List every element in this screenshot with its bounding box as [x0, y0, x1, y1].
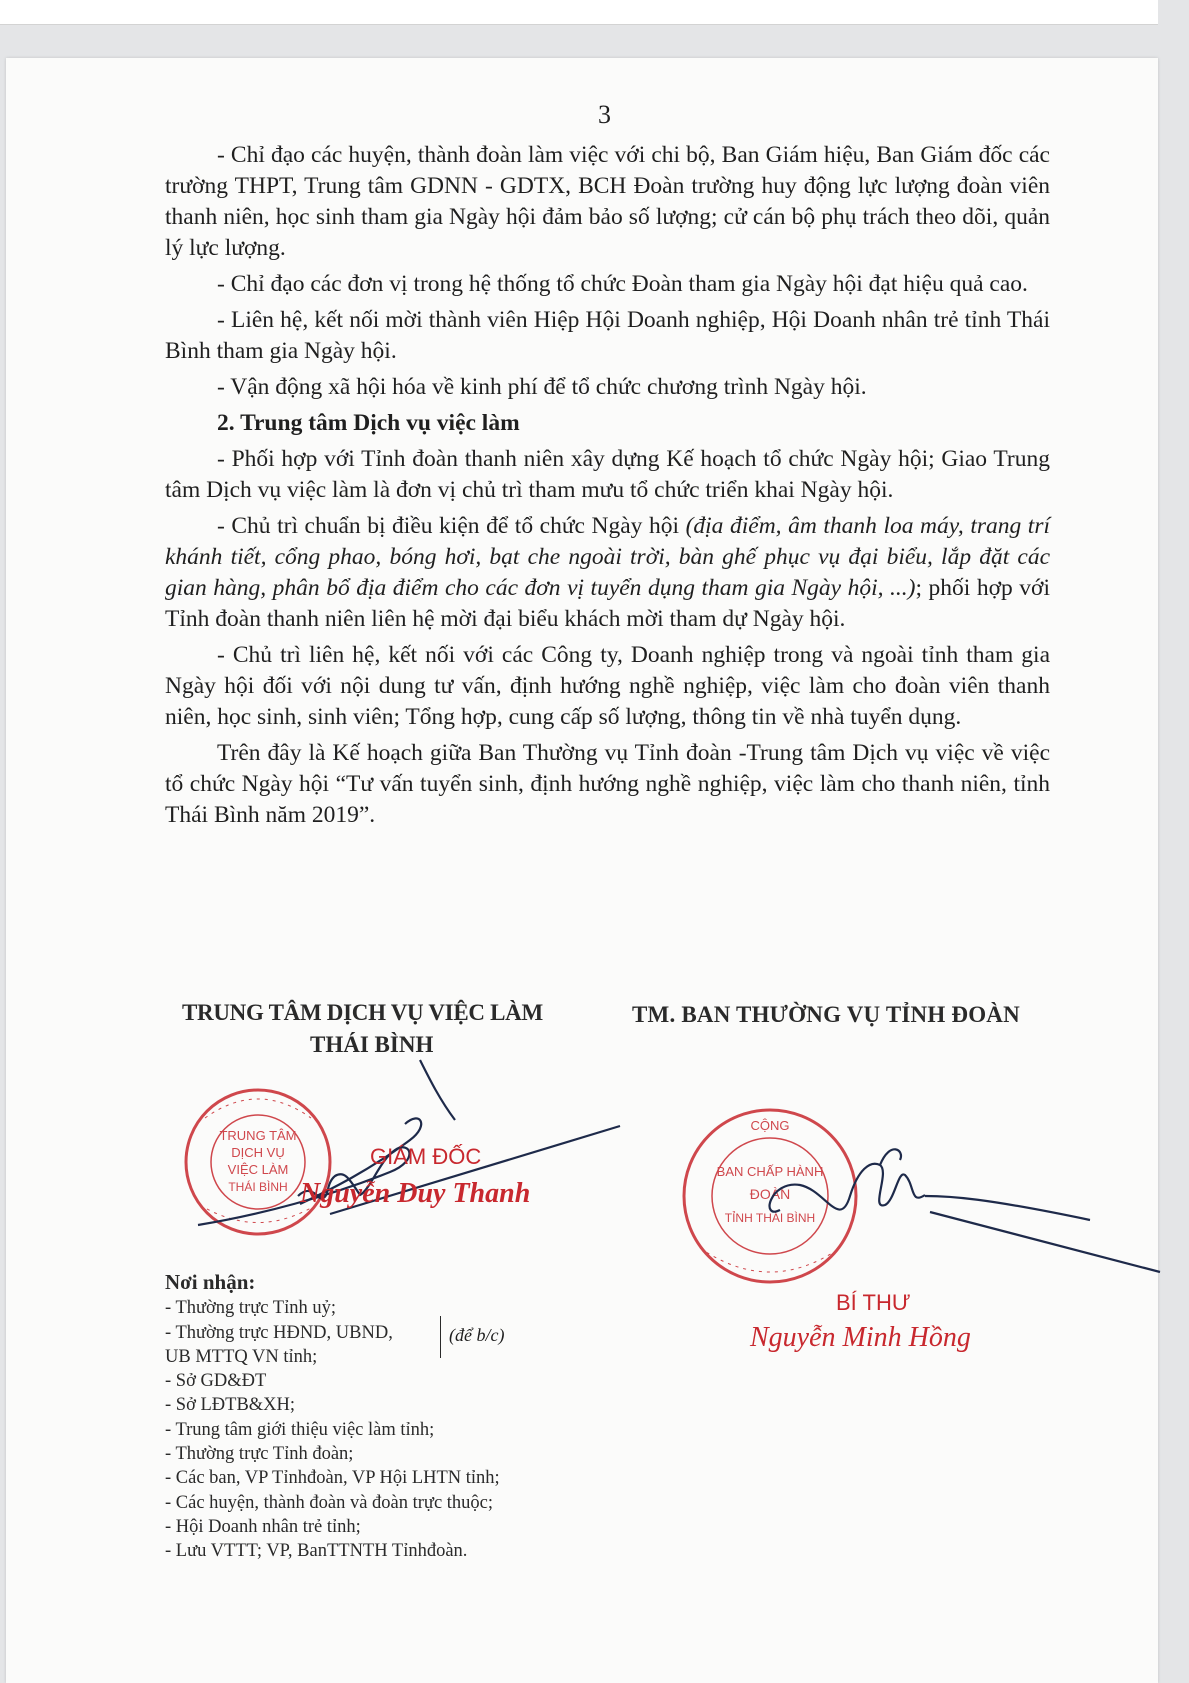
list-item: UB MTTQ VN tỉnh;: [165, 1346, 318, 1367]
list-item: - Sở GD&ĐT: [165, 1371, 267, 1392]
right-stamp-line: ĐOÀN: [749, 1186, 791, 1202]
right-signature-scribble: [770, 1149, 1160, 1272]
signature-right-name: Nguyễn Minh Hồng: [750, 1322, 971, 1353]
paragraph: - Chủ trì liên hệ, kết nối với các Công ty, Doanh nghiệp trong và ngoài tỉnh tham gia Ngày hội đối với nội dung tư vấn, định hướng nghề nghiệp, việc làm cho đoàn viên thanh niên, học sinh, sinh viên; Tổng hợp, cung cấp số lượng, thông tin về nhà tuyển dụng.: [165, 642, 1050, 730]
paragraph: - Phối hợp với Tỉnh đoàn thanh niên xây dựng Kế hoạch tổ chức Ngày hội; Giao Trung tâm Dịch vụ việc làm là đơn vị chủ trì tham mưu tổ chức triển khai Ngày hội.: [165, 446, 1050, 503]
right-stamp-line: BAN CHẤP HÀNH: [716, 1164, 824, 1179]
signature-right-role: BÍ THƯ: [836, 1290, 911, 1315]
paragraph-italic: (địa điểm, âm thanh loa máy, trang trí khánh tiết, cổng phao, bóng hơi, bạt che ngoài trời, bàn ghế phục vụ đại biểu, lắp đặt các gian hàng, phân bổ địa điểm cho các đơn vị tuyển dụng tham gia Ngày hội, ...): [165, 513, 1050, 601]
paragraph: - Chỉ đạo các huyện, thành đoàn làm việc với chi bộ, Ban Giám hiệu, Ban Giám đốc các trường THPT, Trung tâm GDNN - GDTX, BCH Đoàn trường huy động lực lượng đoàn viên thanh niên, học sinh tham gia Ngày hội đảm bảo số lượng; cử cán bộ phụ trách theo dõi, quản lý lực lượng.: [165, 142, 1050, 261]
list-item: - Thường trực HĐND, UBND,: [165, 1322, 393, 1343]
closing-paragraph: Trên đây là Kế hoạch giữa Ban Thường vụ Tỉnh đoàn -Trung tâm Dịch vụ việc về việc tổ chức Ngày hội “Tư vấn tuyển sinh, định hướng nghề nghiệp, việc làm cho thanh niên, tỉnh Thái Bình năm 2019”.: [165, 740, 1050, 828]
recipients-list: [165, 1270, 585, 1564]
left-stamp-line: DỊCH VỤ: [231, 1145, 285, 1160]
signature-left-org-line1: TRUNG TÂM DỊCH VỤ VIỆC LÀM: [182, 1000, 543, 1025]
list-item: - Hội Doanh nhân trẻ tỉnh;: [165, 1516, 361, 1537]
page-number: 3: [598, 100, 611, 129]
list-item: - Trung tâm giới thiệu việc làm tỉnh;: [165, 1419, 435, 1440]
list-item: - Các ban, VP Tỉnhđoàn, VP Hội LHTN tỉnh;: [165, 1468, 500, 1489]
list-item: - Thường trực Tỉnh uỷ;: [165, 1298, 336, 1319]
list-item: - Thường trực Tỉnh đoàn;: [165, 1444, 354, 1465]
list-item: - Các huyện, thành đoàn và đoàn trực thuộc;: [165, 1492, 494, 1513]
signature-left-role: GIÁM ĐỐC: [370, 1144, 482, 1169]
recipients-note: (để b/c): [440, 1316, 504, 1358]
list-item: - Lưu VTTT; VP, BanTTNTH Tỉnhđoàn.: [165, 1541, 468, 1562]
signature-right-org: TM. BAN THƯỜNG VỤ TỈNH ĐOÀN: [632, 1002, 1020, 1027]
list-item: - Sở LĐTB&XH;: [165, 1395, 296, 1416]
signature-left-org-line2: THÁI BÌNH: [310, 1032, 434, 1057]
paragraph: - Vận động xã hội hóa về kinh phí để tổ chức chương trình Ngày hội.: [217, 374, 867, 400]
paragraph-start: - Chủ trì chuẩn bị điều kiện để tổ chức Ngày hội: [217, 513, 686, 539]
paragraph-end: ; phối hợp với Tỉnh đoàn thanh niên liên hệ mời đại biểu khách mời tham dự Ngày hội.: [165, 575, 1050, 632]
signature-left-name: Nguyễn Duy Thanh: [300, 1178, 531, 1209]
left-stamp-line: THÁI BÌNH: [228, 1180, 288, 1194]
right-stamp-line: CỘNG: [750, 1118, 790, 1133]
right-stamp-seal: [684, 1110, 856, 1282]
recipients-title: Nơi nhận:: [165, 1270, 256, 1294]
right-stamp-line: TỈNH THÁI BÌNH: [724, 1211, 816, 1225]
section-heading: 2. Trung tâm Dịch vụ việc làm: [217, 410, 520, 436]
paragraph: - Chỉ đạo các đơn vị trong hệ thống tổ chức Đoàn tham gia Ngày hội đạt hiệu quả cao.: [217, 271, 1028, 297]
left-stamp-line: VIỆC LÀM: [227, 1162, 289, 1177]
left-stamp-line: TRUNG TÂM: [219, 1128, 297, 1143]
paragraph: - Liên hệ, kết nối mời thành viên Hiệp Hội Doanh nghiệp, Hội Doanh nhân trẻ tỉnh Thái Bình tham gia Ngày hội.: [165, 307, 1050, 364]
